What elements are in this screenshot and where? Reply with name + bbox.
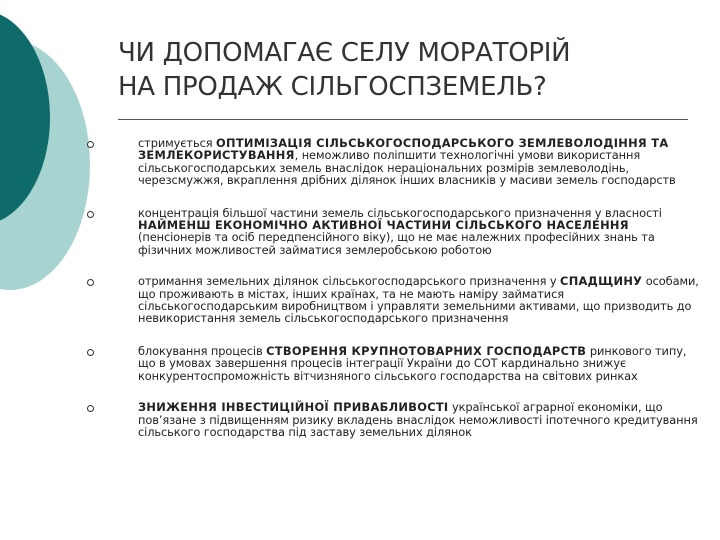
slide-title-line-2: НА ПРОДАЖ СІЛЬГОСПЗЕМЕЛЬ? (118, 72, 547, 102)
bullet-item-optimization (82, 137, 702, 187)
bullet-circle-icon (87, 279, 94, 286)
bullet-list (82, 137, 702, 438)
bullet-item-blocking (82, 345, 702, 382)
bullet-text-emphasis: ОПТИМІЗАЦІЯ СІЛЬСЬКОГОСПОДАРСЬКОГО ЗЕМЛЕВОЛОДІННЯ ТА ЗЕМЛЕКОРИСТУВАННЯ (138, 136, 669, 163)
bullet-text-post: особами, що проживають в містах, інших країнах, та не мають наміру займатися сільськогосподарським виробництвом і управляти земельними активами, що призводить до невикористання земель сільськогосподарського призначення (138, 274, 699, 326)
bullet-text-emphasis: СПАДЩИНУ (560, 274, 643, 289)
bullet-text-pre: блокування процесів (138, 343, 267, 358)
slide-title-line-1: ЧИ ДОПОМАГАЄ СЕЛУ МОРАТОРІЙ (118, 38, 571, 68)
bullet-text-post: , неможливо поліпшити технологічні умови використання сільськогосподарських земель внаслідок нераціональних розмірів землеволодінь, черезсмужжя, вкраплення дрібних ділянок інших власників у масиви земель господарств (138, 148, 676, 188)
slide-title (118, 36, 698, 104)
title-divider (118, 119, 688, 120)
bullet-item-investment (82, 401, 702, 438)
bullet-circle-icon (87, 211, 94, 218)
bullet-item-inheritance (82, 275, 702, 325)
bullet-circle-icon (87, 141, 94, 148)
bullet-text-emphasis: ЗНИЖЕННЯ ІНВЕСТИЦІЙНОЇ ПРИВАБЛИВОСТІ (138, 400, 449, 415)
bullet-text-post: ринкового типу, що в умовах завершення процесів інтеграції України до СОТ кардинально знижує конкурентоспроможність вітчизняного сільського господарства на світових ринках (138, 343, 687, 383)
bullet-text-pre: концентрація більшої частини земель сільськогосподарського призначення у власності (138, 205, 662, 220)
bullet-item-concentration (82, 207, 702, 257)
bullet-circle-icon (87, 349, 94, 356)
bullet-text-post: української аграрної економіки, що пов’язане з підвищенням ризику вкладень внаслідок неможливості іпотечного кредитування сільського господарства під заставу земельних ділянок (138, 400, 698, 439)
bullet-text-pre: отримання земельних ділянок сільськогосподарського призначення у (138, 274, 561, 289)
bullet-text-pre: стримується (138, 136, 217, 150)
bullet-text-emphasis: НАЙМЕНШ ЕКОНОМІЧНО АКТИВНОЇ ЧАСТИНИ СІЛЬСЬКОГО НАСЕЛЕННЯ (138, 218, 629, 233)
bullet-text-post: (пенсіонерів та осіб передпенсійного віку), що не має належних професійних знань та фізичних можливостей займатися землеробською роботою (138, 230, 655, 257)
bullet-text-emphasis: СТВОРЕННЯ КРУПНОТОВАРНИХ ГОСПОДАРСТВ (266, 343, 587, 358)
bullet-circle-icon (87, 405, 94, 412)
